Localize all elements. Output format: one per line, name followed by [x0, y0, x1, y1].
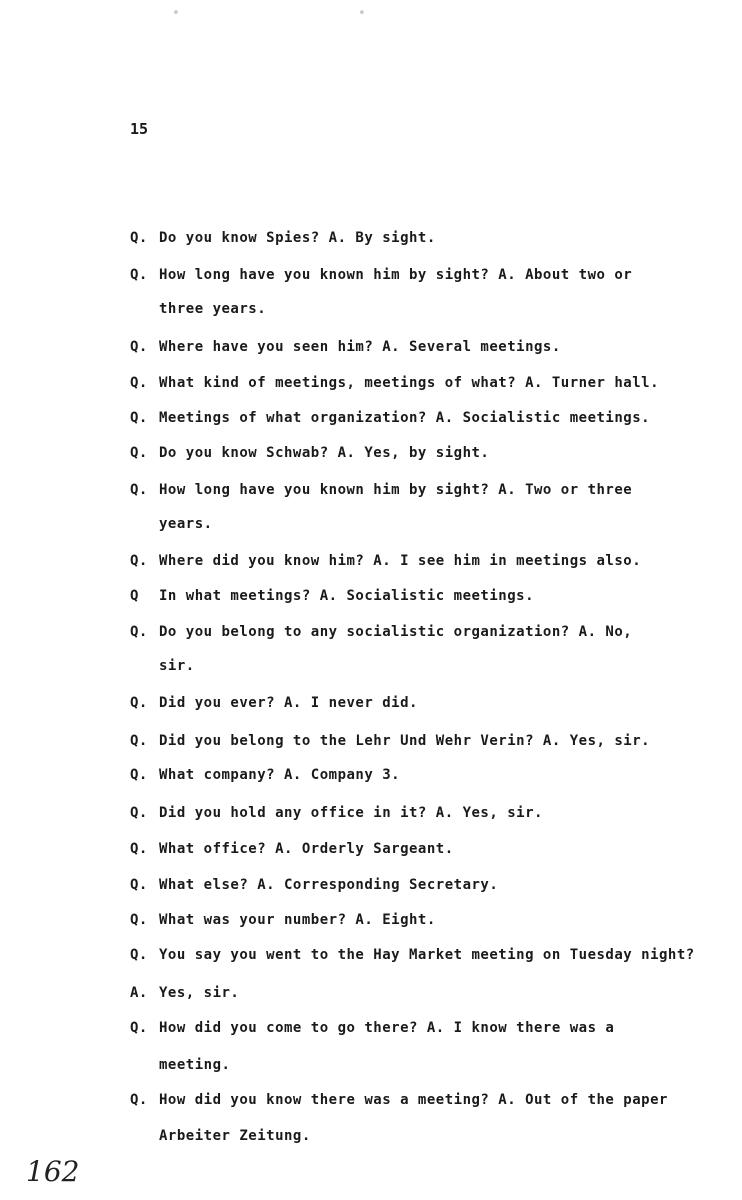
line-text: What else? A. Corresponding Secretary. [159, 877, 499, 893]
line-text: sir. [159, 658, 195, 674]
line-text: What office? A. Orderly Sargeant. [159, 841, 454, 857]
line-text: Do you know Schwab? A. Yes, by sight. [159, 445, 490, 461]
line-text: How did you come to go there? A. I know there was a [159, 1020, 615, 1036]
line-text: meeting. [159, 1057, 231, 1073]
line-text: What kind of meetings, meetings of what? A. Turner hall. [159, 375, 660, 391]
line-text: How long have you known him by sight? A. About two or [159, 267, 633, 283]
transcript-line [130, 1091, 710, 1109]
speaker-marker: Q. [130, 1092, 148, 1108]
transcript-line-continuation [159, 300, 739, 318]
line-text: Meetings of what organization? A. Socialistic meetings. [159, 410, 651, 426]
transcript-line [130, 444, 710, 462]
speaker-marker: Q. [130, 767, 148, 783]
speaker-marker: Q. [130, 482, 148, 498]
line-text: Arbeiter Zeitung. [159, 1128, 311, 1144]
line-text: How long have you known him by sight? A. Two or three [159, 482, 633, 498]
line-text: In what meetings? A. Socialistic meetings. [159, 588, 535, 604]
transcript-line-continuation [159, 1056, 739, 1074]
line-text: Where have you seen him? A. Several meetings. [159, 339, 561, 355]
speaker-marker: Q. [130, 912, 148, 928]
transcript-line-continuation [159, 657, 739, 675]
line-text: How did you know there was a meeting? A. Out of the paper [159, 1092, 668, 1108]
transcript-line [130, 911, 710, 929]
transcript-line [130, 804, 710, 822]
transcript-line [130, 338, 710, 356]
scan-smudge: • [358, 6, 366, 21]
transcript-line [130, 409, 710, 427]
speaker-marker: Q [130, 588, 139, 604]
transcript-line [130, 552, 710, 570]
line-text: You say you went to the Hay Market meeting on Tuesday night? [159, 947, 695, 963]
transcript-line [130, 876, 710, 894]
transcript-line [130, 732, 710, 750]
line-text: Do you belong to any socialistic organization? A. No, [159, 624, 633, 640]
line-text: Where did you know him? A. I see him in meetings also. [159, 553, 642, 569]
transcript-line [130, 694, 710, 712]
line-text: Yes, sir. [159, 985, 240, 1001]
speaker-marker: Q. [130, 230, 148, 246]
line-text: Do you know Spies? A. By sight. [159, 230, 436, 246]
speaker-marker: Q. [130, 445, 148, 461]
transcript-line-continuation [159, 515, 739, 533]
transcript-line [130, 266, 710, 284]
speaker-marker: A. [130, 985, 148, 1001]
transcript-line [130, 481, 710, 499]
line-text: Did you belong to the Lehr Und Wehr Verin? A. Yes, sir. [159, 733, 651, 749]
speaker-marker: Q. [130, 947, 148, 963]
line-text: years. [159, 516, 213, 532]
speaker-marker: Q. [130, 841, 148, 857]
line-text: What company? A. Company 3. [159, 767, 401, 783]
speaker-marker: Q. [130, 624, 148, 640]
transcript-line-continuation [159, 1127, 739, 1145]
speaker-marker: Q. [130, 695, 148, 711]
transcript-line [130, 1019, 710, 1037]
transcript-line [130, 374, 710, 392]
speaker-marker: Q. [130, 805, 148, 821]
speaker-marker: Q. [130, 877, 148, 893]
page-number: 15 [130, 120, 149, 138]
handwritten-folio-number: 162 [26, 1155, 80, 1188]
speaker-marker: Q. [130, 375, 148, 391]
transcript-line [130, 766, 710, 784]
transcript-line [130, 229, 710, 247]
transcript-line [130, 946, 710, 964]
line-text: three years. [159, 301, 267, 317]
speaker-marker: Q. [130, 733, 148, 749]
speaker-marker: Q. [130, 339, 148, 355]
line-text: Did you ever? A. I never did. [159, 695, 418, 711]
speaker-marker: Q. [130, 1020, 148, 1036]
speaker-marker: Q. [130, 267, 148, 283]
transcript-line [130, 623, 710, 641]
transcript-line [130, 840, 710, 858]
speaker-marker: Q. [130, 553, 148, 569]
transcript-line [130, 984, 710, 1002]
speaker-marker: Q. [130, 410, 148, 426]
transcript-line [130, 587, 710, 605]
line-text: What was your number? A. Eight. [159, 912, 436, 928]
line-text: Did you hold any office in it? A. Yes, sir. [159, 805, 543, 821]
scan-smudge: • [172, 6, 180, 21]
